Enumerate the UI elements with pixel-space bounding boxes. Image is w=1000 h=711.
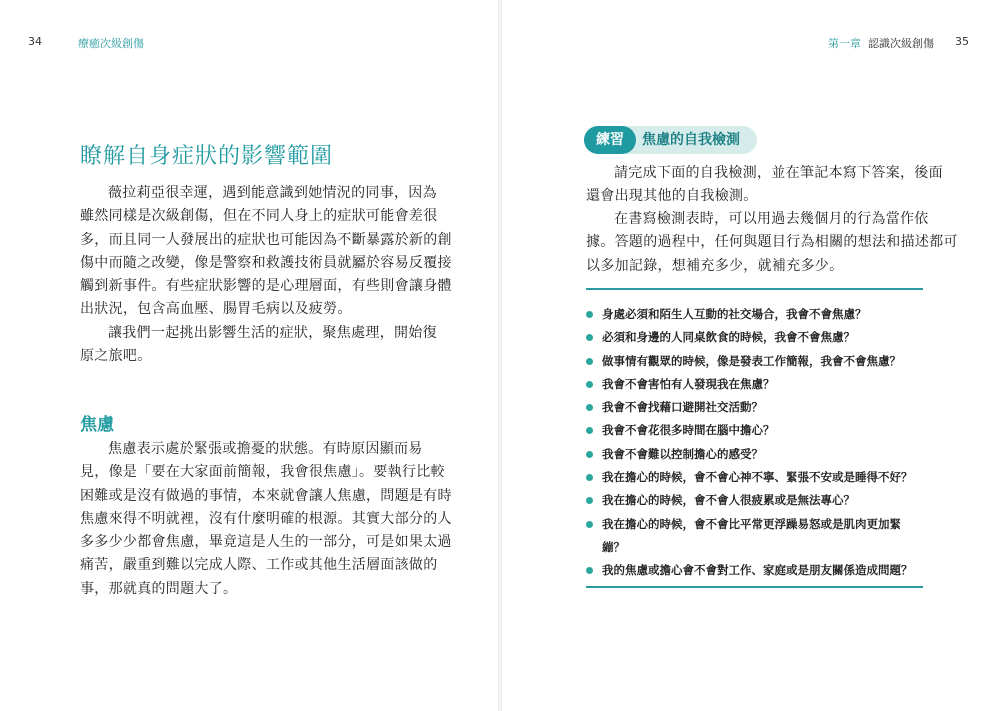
- text-line: 焦慮來得不明就裡，沒有什麼明確的根源。其實大部分的人: [80, 510, 452, 527]
- checklist-item-text: 我的焦慮或擔心會不會對工作、家庭或是朋友關係造成問題？: [602, 563, 913, 578]
- checklist-item-text: 身處必須和陌生人互動的社交場合，我會不會焦慮？: [602, 307, 867, 321]
- left-running-title: 療癒次級創傷: [78, 37, 144, 50]
- checklist-item-text: 我會不會害怕有人發現我在焦慮？: [602, 376, 775, 391]
- checklist-item-text: 我會不會找藉口避開社交活動？: [602, 400, 763, 415]
- checklist-item-text: 繃？: [602, 539, 625, 554]
- checklist-top-rule: [586, 288, 923, 290]
- right-page-number: 35: [955, 35, 969, 48]
- text-line: 困難或是沒有做過的事情，本來就會讓人焦慮，問題是有時: [80, 487, 452, 504]
- checklist-item: [586, 326, 926, 349]
- bullet-dot-icon: [586, 334, 593, 341]
- text-line: 請完成下面的自我檢測，並在筆記本寫下答案，後面: [614, 165, 943, 181]
- anxiety-paragraph: [80, 438, 452, 601]
- text-line: 焦慮表示處於緊張或擔憂的狀態。有時原因顯而易: [108, 441, 423, 457]
- intro-paragraph: [80, 182, 452, 322]
- bullet-dot-icon: [586, 381, 593, 388]
- exercise-tag: 練習: [584, 126, 636, 154]
- instruction-paragraph-1: [586, 162, 943, 209]
- text-line: 痛苦，嚴重到難以完成人際、工作或其他生活層面該做的: [80, 557, 438, 574]
- bullet-dot-icon: [586, 567, 593, 574]
- bullet-dot-icon: [586, 311, 593, 318]
- bullet-dot-icon: [586, 358, 593, 365]
- text-line: 傷中而隨之改變，像是警察和救護技術員就屬於容易反覆接: [80, 254, 452, 271]
- checklist-item: [586, 559, 926, 582]
- book-gutter: [498, 0, 502, 711]
- checklist-item: [586, 396, 926, 419]
- checklist-item-text: 我在擔心的時候，會不會比平常更浮躁易怒或是肌肉更加緊: [602, 516, 901, 531]
- bullet-dot-icon: [586, 427, 593, 434]
- left-page-number: 34: [28, 35, 42, 48]
- instruction-paragraph-2: [586, 208, 958, 278]
- self-check-question-list: [586, 303, 926, 583]
- text-line: 多，而且同一人發展出的症狀也可能因為不斷暴露於新的創: [80, 231, 452, 248]
- bullet-dot-icon: [586, 497, 593, 504]
- text-line: 觸到新事件。有些症狀影響的是心理層面，有些則會讓身體: [80, 278, 452, 295]
- bullet-dot-icon: [586, 521, 593, 528]
- right-chapter-label: 第一章: [828, 37, 861, 50]
- bullet-dot-icon: [586, 474, 593, 481]
- page-title: 瞭解自身症狀的影響範圍: [80, 144, 334, 169]
- exercise-title: 焦慮的自我檢測: [642, 132, 740, 148]
- text-line: 據。答題的過程中，任何與題目行為相關的想法和描述都可: [586, 234, 958, 251]
- checklist-item-text: 我會不會花很多時間在腦中擔心？: [602, 423, 775, 438]
- checklist-item-text: 我在擔心的時候，會不會人很疲累或是無法專心？: [602, 493, 855, 508]
- checklist-item-text: 我在擔心的時候，會不會心神不寧、緊張不安或是睡得不好？: [602, 470, 913, 485]
- bullet-dot-icon: [586, 451, 593, 458]
- text-line: 以多加記錄，想補充多少，就補充多少。: [586, 257, 844, 274]
- exercise-badge: [584, 126, 757, 154]
- checklist-item: [586, 419, 926, 442]
- checklist-item: [586, 443, 926, 466]
- checklist-item: [586, 466, 926, 489]
- text-line: 原之旅吧。: [80, 348, 152, 365]
- text-line: 多多少少都會焦慮，畢竟這是人生的一部分，可是如果太過: [80, 534, 452, 551]
- bullet-dot-icon: [586, 404, 593, 411]
- checklist-item: [586, 373, 926, 396]
- text-line: 雖然同樣是次級創傷，但在不同人身上的症狀可能會差很: [80, 208, 438, 225]
- intro-paragraph-2: [80, 322, 437, 369]
- text-line: 事，那就真的問題大了。: [80, 580, 238, 597]
- checklist-item: [586, 513, 926, 560]
- checklist-item: [586, 350, 926, 373]
- text-line: 讓我們一起挑出影響生活的症狀，聚焦處理，開始復: [108, 325, 437, 341]
- text-line: 在書寫檢測表時，可以用過去幾個月的行為當作依: [614, 211, 929, 227]
- text-line: 出狀況，包含高血壓、腸胃毛病以及疲勞。: [80, 301, 352, 318]
- section-heading-anxiety: 焦慮: [80, 415, 114, 435]
- text-line: 還會出現其他的自我檢測。: [586, 188, 758, 205]
- checklist-item-text: 我會不會難以控制擔心的感受？: [602, 446, 763, 461]
- right-chapter-title: 認識次級創傷: [868, 37, 934, 50]
- checklist-item: [586, 303, 926, 326]
- checklist-bottom-rule: [586, 586, 923, 588]
- text-line: 薇拉莉亞很幸運，遇到能意識到她情況的同事，因為: [108, 185, 437, 201]
- checklist-item-text: 必須和身邊的人同桌飲食的時候，我會不會焦慮？: [602, 330, 855, 345]
- checklist-item-text: 做事情有觀眾的時候，像是發表工作簡報，我會不會焦慮？: [602, 353, 901, 368]
- checklist-item: [586, 489, 926, 512]
- text-line: 見，像是「要在大家面前簡報，我會很焦慮」。要執行比較: [80, 464, 445, 481]
